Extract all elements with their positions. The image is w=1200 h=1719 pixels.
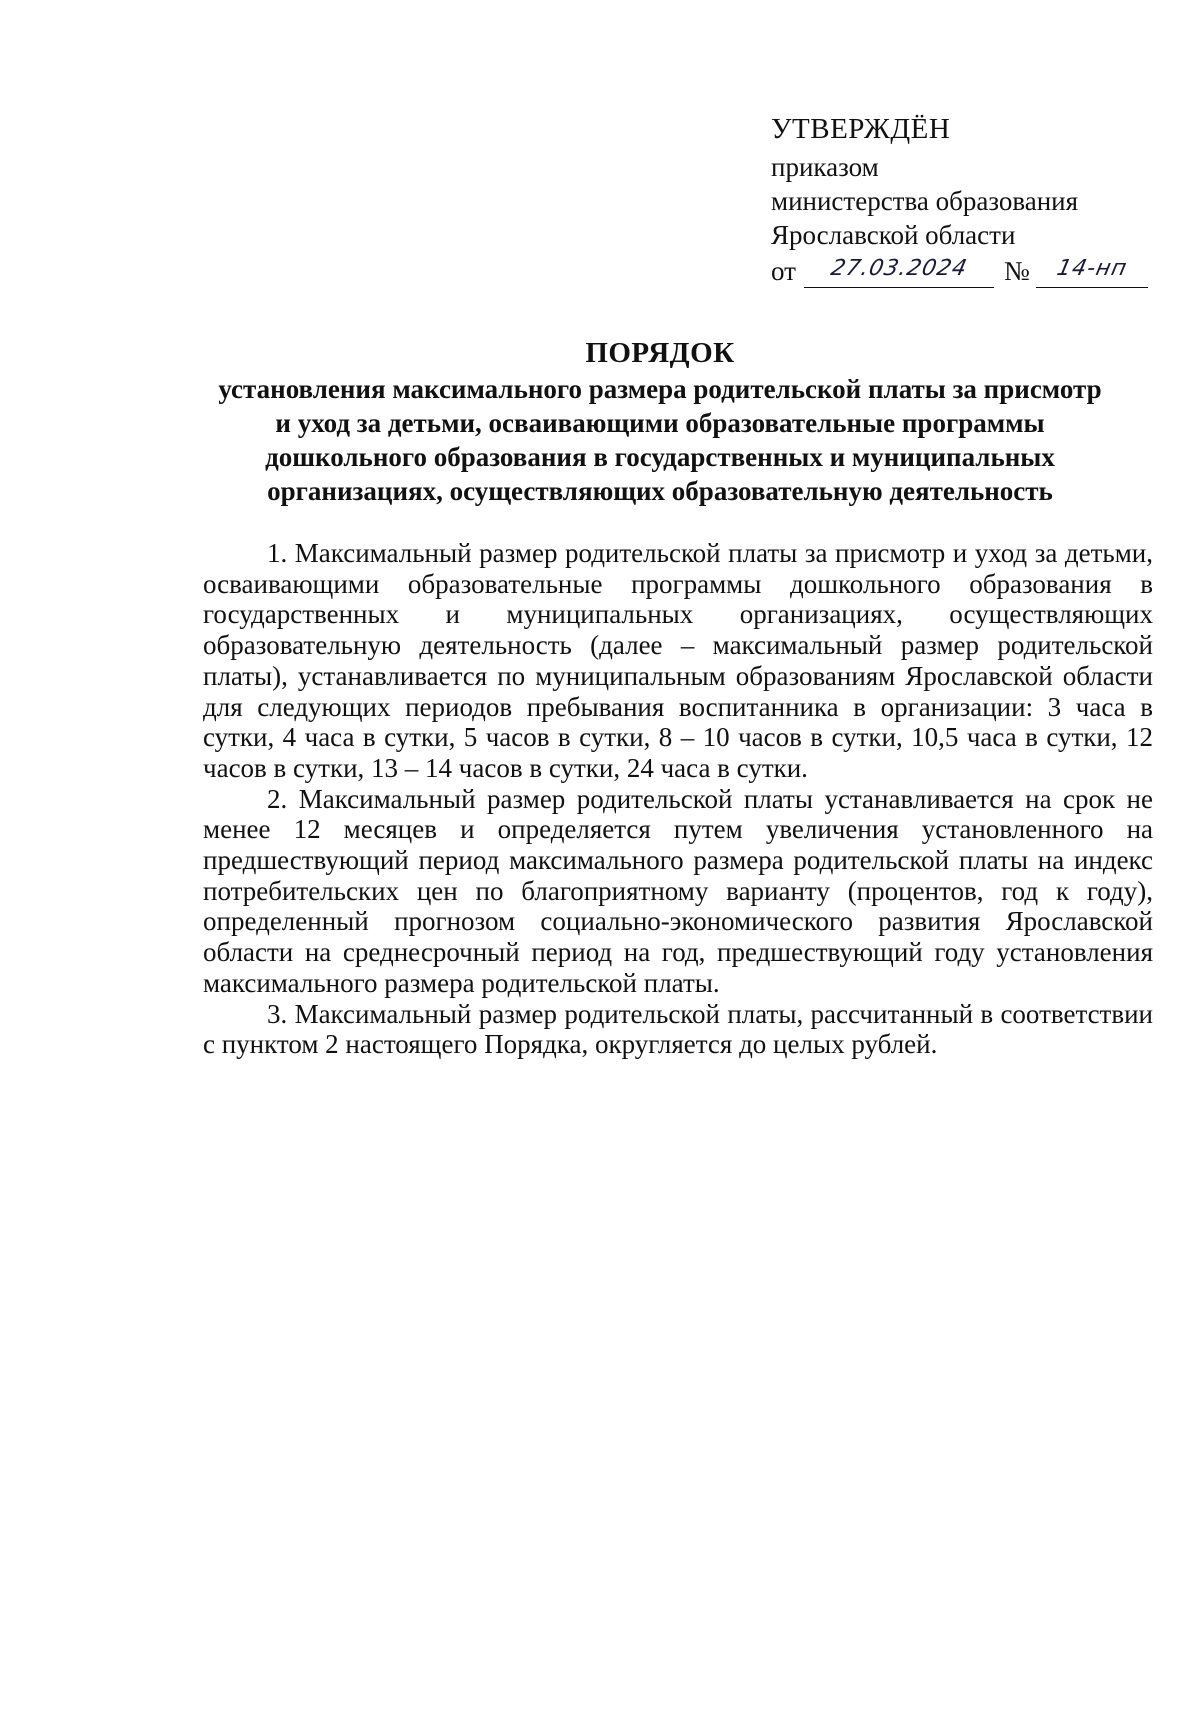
handwritten-date: 27.03.2024 [828, 256, 970, 281]
paragraph-1: 1. Максимальный размер родительской платы за присмотр и уход за детьми, осваивающими образовательные программы дошкольного образования в государственных и муниципальных организациях, осуществляющих образовательную деятельность (далее – максимальный размер родительской платы), устанавливается по муниципальным образованиям Ярославской области для следующих периодов пребывания воспитанника в организации: 3 часа в сутки, 4 часа в сутки, 5 часов в сутки, 8 – 10 часов в сутки, 10,5 часа в сутки, 12 часов в сутки, 13 – 14 часов в сутки, 24 часа в сутки. [203, 538, 1153, 783]
paragraph-3: 3. Максимальный размер родительской платы, рассчитанный в соответствии с пунктом 2 настоящего Порядка, округляется до целых рублей. [203, 998, 1153, 1060]
paragraph-2: 2. Максимальный размер родительской платы устанавливается на срок не менее 12 месяцев и определяется путем увеличения установленного на предшествующий период максимального размера родительской платы на индекс потребительских цен по благоприятному варианту (процентов, год к году), определенный прогнозом социально-экономического развития Ярославской области на среднесрочный период на год, предшествующий году установления максимального размера родительской платы. [203, 783, 1153, 998]
number-blank [1036, 249, 1148, 288]
number-sign: № [1003, 256, 1030, 286]
title-subtitle-line: и уход за детьми, осваивающими образовательные программы [275, 408, 1045, 438]
from-label: от [771, 256, 796, 286]
title-main: ПОРЯДОК [585, 337, 735, 369]
approval-stamp-block [771, 108, 1171, 288]
approval-line-region: Ярославской области [771, 220, 1016, 250]
approval-date-number-line [771, 252, 1171, 288]
handwritten-number: 14-нп [1054, 256, 1130, 281]
title-subtitle-line: дошкольного образования в государственных и муниципальных [265, 442, 1055, 472]
document-title [160, 336, 1160, 508]
date-blank [804, 249, 994, 288]
title-subtitle-line: организациях, осуществляющих образовательную деятельность [267, 476, 1053, 506]
approval-line-ministry: министерства образования [771, 186, 1079, 216]
approval-line-order: приказом [771, 152, 879, 182]
title-subtitle-line: установления максимального размера родительской платы за присмотр [218, 374, 1102, 404]
approval-heading: УТВЕРЖДЁН [771, 113, 951, 145]
document-body [203, 538, 1153, 1060]
